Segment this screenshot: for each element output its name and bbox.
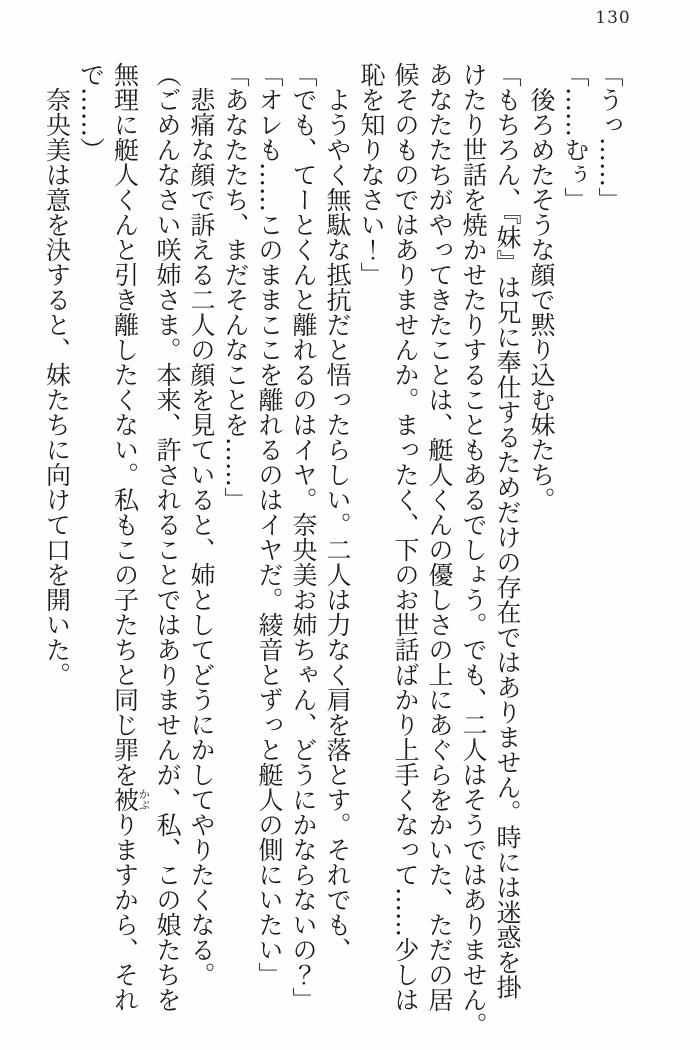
text-line: 「うっ……」 [595,62,624,212]
ruby-base: 被 [110,787,140,812]
text-line: 後ろめたそうな顔で黙り込む妹たち。 [527,87,556,512]
text-line: 「もちろん、『妹』は兄に奉仕するためだけの存在ではありません。時には迷惑を掛 [493,62,522,1000]
text-line: 「あなたたち、まだそんなことを……」 [221,62,250,512]
ruby-word [110,787,151,812]
text-line: けたり世話を焼かせたりすることもあるでしょう。でも、二人はそうではありません。 [459,62,488,1037]
vertical-text-block [40,62,627,1044]
text-line: 恥を知りなさい！」 [357,62,386,287]
text-line: あなたたちがやってきたことは、艇人くんの優しさの上にあぐらをかいた、ただの居 [425,62,454,1012]
text-line: 候そのものではありませんか。まったく、下のお世話ばかり上手くなって……少しは [391,62,420,1012]
ruby-post-text: りますから、それ [110,812,140,1012]
text-line: 悲痛な顔で訴える二人の顔を見ていると、姉としてどうにかしてやりたくなる。 [187,87,216,987]
text-line: 「……むぅ」 [561,62,590,212]
ruby-furigana: かぶ [137,787,151,812]
text-line: 奈央美は意を決すると、妹たちに向けて口を開いた。 [42,87,72,687]
page-number: 130 [595,8,631,28]
text-line: ようやく無駄な抵抗だと悟ったらしい。二人は力なく肩を落とす。それでも、 [323,87,352,962]
text-line: 「オレも……このままここを離れるのはイヤだ。綾音とずっと艇人の側にいたい」 [255,62,284,987]
text-line: （ごめんなさい咲姉さま。本来、許されることではありませんが、私、この娘たちを [153,62,182,1012]
text-line: 「でも、てーとくんと離れるのはイヤ。奈央美お姉ちゃん、どうにかならないの？」 [289,62,318,1012]
text-line-with-ruby [108,62,151,1044]
ruby-pre-text: 無理に艇人くんと引き離したくない。私もこの子たちと同じ罪を [110,62,140,787]
text-line: で……） [76,62,106,162]
